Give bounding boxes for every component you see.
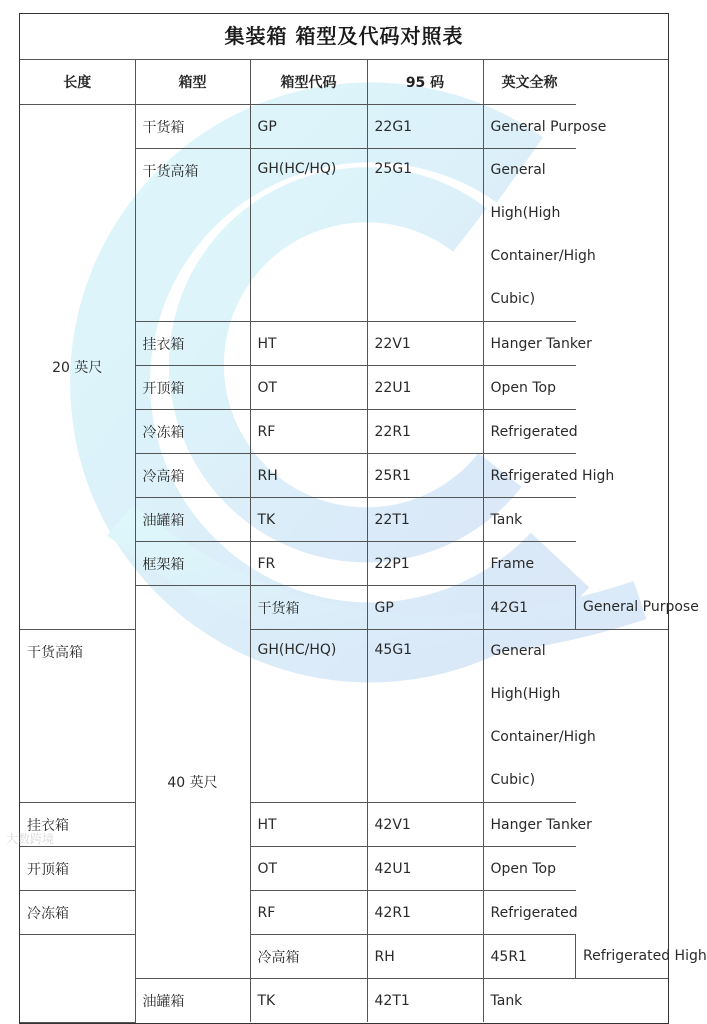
english-name-cell: General High(High Container/High Cubic) [483,630,576,803]
code-cell: TK [250,498,367,542]
type-cell: 框架箱 [135,542,250,586]
code-cell: HT [250,803,367,847]
english-name-cell: Refrigerated High [483,454,576,498]
type-cell: 冷高箱 [250,935,367,979]
code-cell: RF [250,891,367,935]
code-cell: FR [250,542,367,586]
english-name-cell: Tank [483,498,576,542]
code-cell: OT [250,847,367,891]
header-iso-code: 95 码 [367,60,483,105]
code-cell: GH(HC/HQ) [250,630,367,803]
header-length: 长度 [20,60,135,105]
table-row [20,803,668,847]
type-cell: 干货高箱 [135,149,250,322]
english-name-cell: General Purpose [483,105,576,149]
iso-cell: 22R1 [367,410,483,454]
header-english-name: 英文全称 [483,60,576,105]
type-cell: 开顶箱 [20,847,135,891]
type-cell: 干货箱 [135,105,250,149]
iso-cell: 25R1 [367,454,483,498]
iso-cell: 42T1 [367,979,483,1023]
table-row [20,935,668,979]
iso-cell: 42G1 [483,586,576,630]
code-cell: GH(HC/HQ) [250,149,367,322]
type-cell: 干货箱 [250,586,367,630]
type-cell: 冷冻箱 [20,891,135,935]
table-row [20,630,668,803]
english-name-cell: Hanger Tanker [483,322,576,366]
code-cell: OT [250,366,367,410]
code-cell: HT [250,322,367,366]
length-cell: 40 英尺 [135,586,250,979]
type-cell: 冷高箱 [135,454,250,498]
iso-cell: 22U1 [367,366,483,410]
type-cell: 挂衣箱 [20,803,135,847]
english-name-cell: Refrigerated [483,410,576,454]
iso-cell: 45G1 [367,630,483,803]
table-row [20,891,668,935]
english-name-cell: General High(High Container/High Cubic) [483,149,576,322]
english-name-cell: Open Top [483,366,576,410]
header-code: 箱型代码 [250,60,367,105]
length-cell [20,935,135,1023]
type-cell: 油罐箱 [135,979,250,1023]
iso-cell: 22V1 [367,322,483,366]
iso-cell: 22T1 [367,498,483,542]
type-cell: 冷冻箱 [135,410,250,454]
code-table [20,60,707,1023]
english-name-cell: Frame [483,542,576,586]
iso-cell: 42V1 [367,803,483,847]
iso-cell: 22P1 [367,542,483,586]
table-title: 集装箱 箱型及代码对照表 [20,14,668,60]
container-code-table [19,13,707,1024]
table-row [20,847,668,891]
english-name-cell: Refrigerated [483,891,576,935]
code-cell: TK [250,979,367,1023]
table-row [20,105,668,149]
code-cell: RH [250,454,367,498]
code-cell: RH [367,935,483,979]
source-watermark-text: 大数跨境 [6,832,55,846]
code-cell: GP [250,105,367,149]
iso-cell: 45R1 [483,935,576,979]
header-type: 箱型 [135,60,250,105]
english-name-cell: Refrigerated High [576,935,669,979]
header-row [20,60,668,105]
iso-cell: 22G1 [367,105,483,149]
code-cell: GP [367,586,483,630]
type-cell: 开顶箱 [135,366,250,410]
code-cell: RF [250,410,367,454]
type-cell: 挂衣箱 [135,322,250,366]
english-name-cell: Open Top [483,847,576,891]
type-cell: 油罐箱 [135,498,250,542]
iso-cell: 42R1 [367,891,483,935]
iso-cell: 42U1 [367,847,483,891]
english-name-cell: Hanger Tanker [483,803,576,847]
iso-cell: 25G1 [367,149,483,322]
english-name-cell: General Purpose [576,586,669,630]
type-cell: 干货高箱 [20,630,135,803]
length-cell: 20 英尺 [20,105,135,630]
english-name-cell: Tank [490,992,523,1009]
